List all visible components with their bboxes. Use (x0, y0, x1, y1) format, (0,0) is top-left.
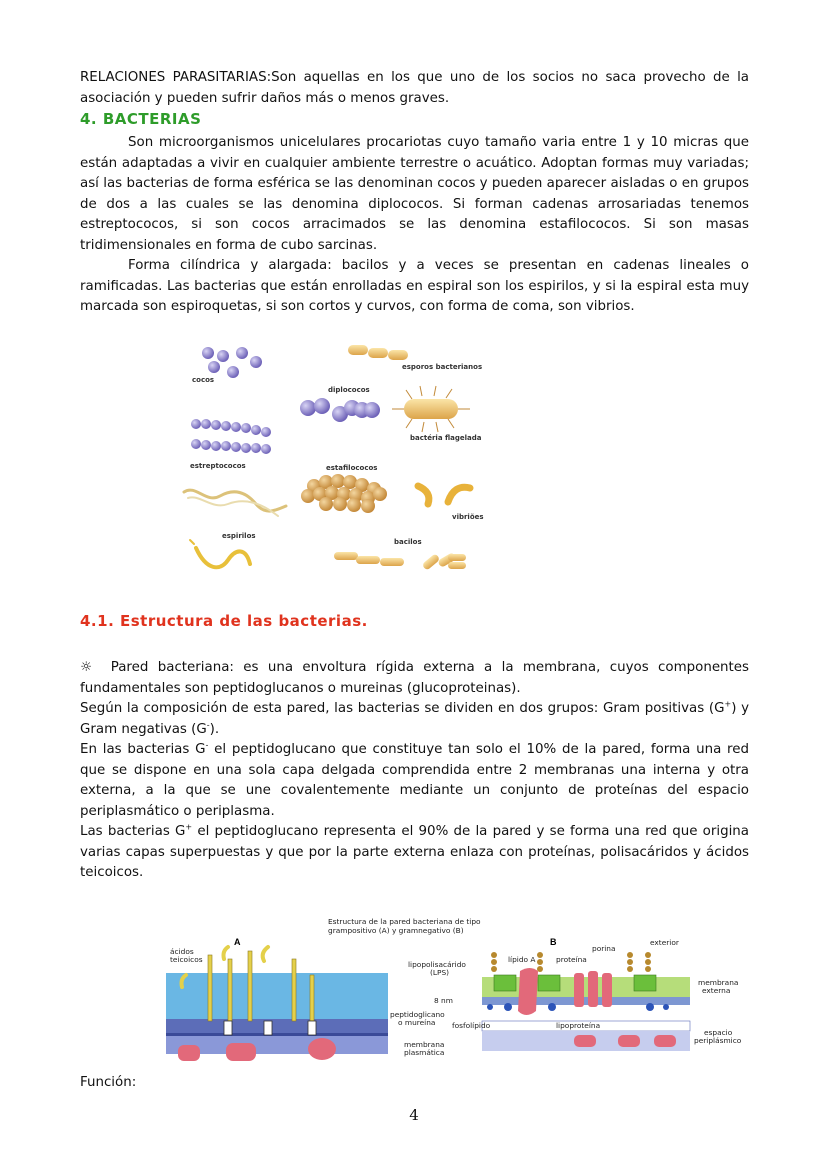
espiroqueta-illustration (190, 540, 250, 567)
page-number: 4 (409, 1106, 419, 1124)
bacilos-label: bacilos (394, 538, 422, 546)
exterior-label: exterior (650, 938, 679, 947)
lps-label-1: lipopolisacárido (408, 960, 466, 969)
neg-minus-sup: - (205, 740, 209, 750)
gram-paragraph (80, 699, 749, 740)
estafilococos-label: estafilococos (326, 464, 378, 472)
neg-text-b: el peptidoglucano que constituye tan solo el 10% de la pared, forma una red que se dispone en una sola capa delgada comprendida entre 2 membranas una interna y otra externa, a la que se une covalentemente mediante un conjunto de proteínas del espacio periplasmático o periplasma. (80, 742, 749, 819)
acidos-label-1: ácidos (170, 947, 194, 956)
bacterias-paragraph-1: Son microorganismos unicelulares procariotas cuyo tamaño varia entre 1 y 10 micras que están adaptadas a vivir en cualquier ambiente terrestre o acuático. Adoptan formas muy variadas; así las bacterias de forma esférica se las denominan cocos y pueden aparecer aisladas o en grupos de dos a las cuales se las denomina diplococos. Si forman cadenas arrosariadas tenemos estreptococos, si son cocos arracimados se las denomina estafilococos. Si son masas tridimensionales en forma de cubo sarcinas. (80, 135, 749, 253)
bacteria-shapes-figure (176, 334, 492, 584)
gram-negativas-paragraph (80, 740, 749, 822)
estreptococos-label: estreptococos (190, 462, 246, 470)
lipoproteina-label: lipoproteína (556, 1021, 601, 1030)
intro-paragraph (80, 68, 749, 109)
diplococos-label: diplococos (328, 386, 370, 394)
nm-label: 8 nm (434, 996, 453, 1005)
gram-positive-wall (166, 947, 388, 1061)
section-4-1-heading: 4.1. Estructura de las bacterias. (80, 612, 368, 630)
section-4-heading: 4. BACTERIAS (80, 110, 202, 128)
pos-text-a: Las bacterias G (80, 824, 186, 839)
flagelada-label: bactéria flagelada (410, 434, 482, 442)
membrana-plasmatica-label-2: plasmática (404, 1048, 445, 1057)
gram-text-c: ). (209, 721, 220, 737)
lipido-a-label: lípido A (508, 955, 536, 964)
espacio-label-2: periplásmico (694, 1036, 742, 1045)
sun-bullet-icon: ☼ (80, 660, 93, 675)
espacio-label-1: espacio (704, 1028, 733, 1037)
estreptococos-illustration (191, 419, 271, 454)
porina-label: porina (592, 944, 616, 953)
fosfolipido-label: fosfolípido (452, 1021, 491, 1030)
peptidoglicano-label-2: o mureína (398, 1018, 436, 1027)
lps-label-2: (LPS) (430, 968, 450, 977)
pared-bacteriana-text: Pared bacteriana: es una envoltura rígida externa a la membrana, cuyos componentes fundamentales son peptidoglucanos o mureinas (glucoproteinas). (80, 660, 750, 696)
neg-text-a: En las bacterias G (80, 742, 206, 757)
acidos-label-2: teicoicos (170, 955, 203, 964)
gram-minus-sup: - (206, 720, 210, 730)
section-4-1-body (80, 658, 749, 884)
bacilos-illustration (334, 552, 466, 571)
pos-plus-sup: + (185, 822, 193, 832)
espirilos-label: espirilos (222, 532, 256, 540)
membrana-externa-label-2: externa (702, 986, 731, 995)
vibrioes-illustration (418, 486, 470, 504)
espirilos-illustration (184, 490, 286, 516)
relaciones-parasitarias-text: RELACIONES PARASITARIAS:Son aquellas en los que uno de los socios no saca provecho de la asociación y pueden sufrir daños más o menos graves. (80, 70, 749, 106)
pared-bacteriana-paragraph (80, 658, 749, 699)
panel-a-label: A (234, 937, 241, 947)
cell-wall-figure (164, 915, 758, 1073)
gram-negative-wall (482, 952, 690, 1051)
flagelada-illustration (392, 386, 470, 432)
gram-text-a: Según la composición de esta pared, las bacterias se dividen en dos grupos: Gram positivas (G (80, 701, 725, 716)
gram-positivas-paragraph (80, 822, 749, 884)
cocos-label: cocos (192, 376, 215, 384)
figure2-title-line2: grampositivo (A) y gramnegativo (B) (328, 926, 464, 935)
esporos-illustration (348, 345, 408, 360)
proteina-label: proteína (556, 955, 587, 964)
pos-text-b: el peptidoglucano representa el 90% de la pared y se forma una red que origina varias capas superpuestas y que por la parte externa enlaza con proteínas, polisacáridos y ácidos teicoicos. (80, 824, 750, 880)
section-4-body (80, 133, 749, 318)
figure2-title-line1: Estructura de la pared bacteriana de tipo (328, 917, 481, 926)
vibrioes-label: vibriões (452, 513, 484, 521)
gram-plus-sup: + (724, 699, 732, 709)
estafilococos-illustration (301, 474, 387, 513)
esporos-label: esporos bacterianos (402, 363, 483, 371)
bacterias-paragraph-2: Forma cilíndrica y alargada: bacilos y a veces se presentan en cadenas lineales o ramificadas. Las bacterias que están enrolladas en espiral son los espirilos, y si la espiral esta muy marcada son espiroquetas, si son cortos y curvos, con forma de coma, son vibrios. (80, 258, 749, 314)
gram-text-b: ) y Gram negativas (G (80, 701, 750, 737)
diplococos-illustration (300, 398, 380, 422)
membrana-externa-label-1: membrana (698, 978, 739, 987)
peptidoglicano-label-1: peptidoglicano (390, 1010, 445, 1019)
panel-b-label: B (550, 937, 557, 947)
funcion-label: Función: (80, 1075, 137, 1090)
cocos-illustration (202, 347, 262, 378)
membrana-plasmatica-label-1: membrana (404, 1040, 445, 1049)
